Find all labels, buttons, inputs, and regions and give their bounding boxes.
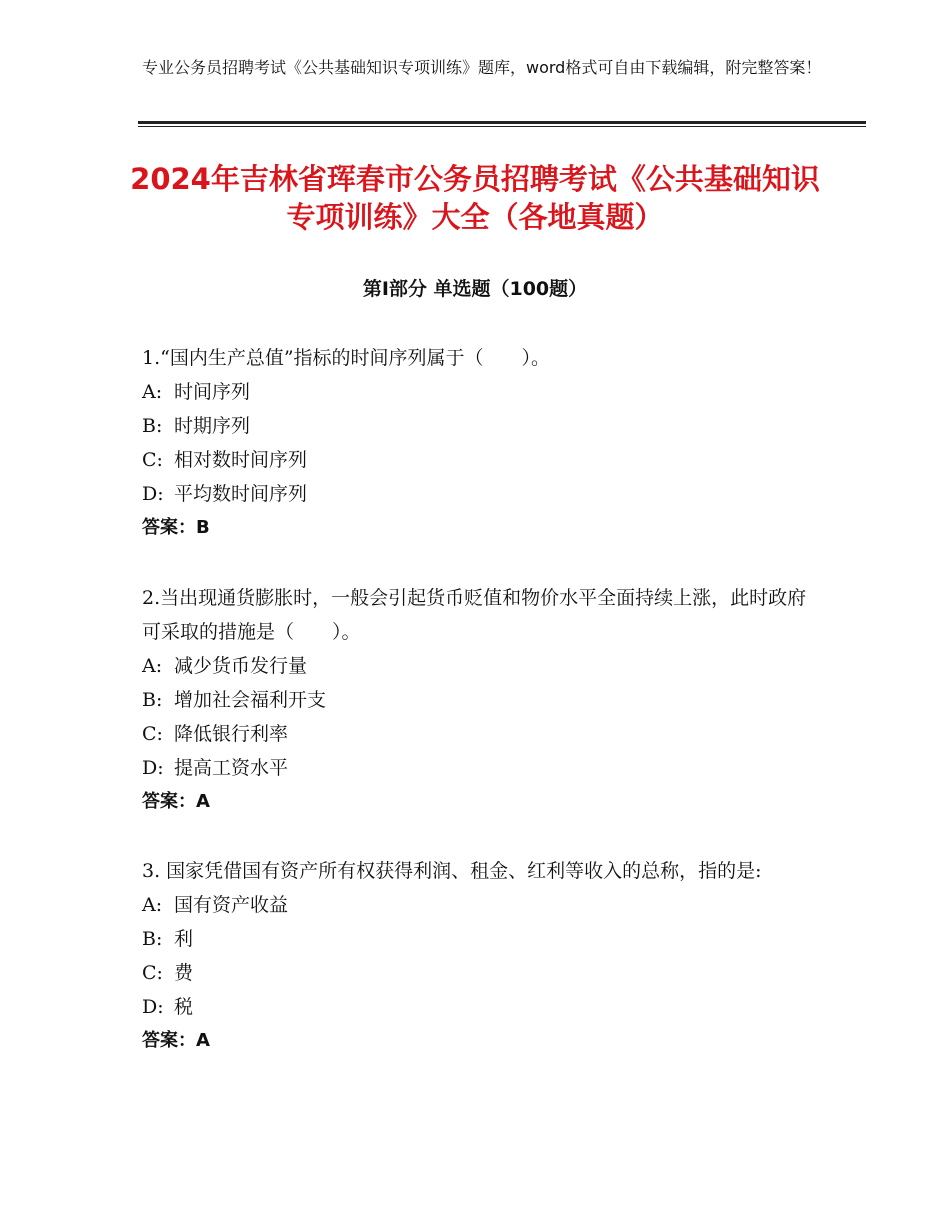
option-text: 税	[174, 996, 194, 1018]
option-text: 国有资产收益	[174, 894, 289, 916]
option-letter: B:	[142, 415, 163, 437]
option-letter: A:	[142, 655, 163, 677]
option-d	[142, 751, 822, 785]
option-letter: C:	[142, 962, 163, 984]
header-divider-thick	[138, 121, 866, 124]
option-a	[142, 375, 822, 409]
option-letter: D:	[142, 757, 164, 779]
question-stem: 3. 国家凭借国有资产所有权获得利润、租金、红利等收入的总称，指的是:	[142, 860, 762, 882]
option-text: 增加社会福利开支	[174, 689, 327, 711]
option-text: 相对数时间序列	[174, 449, 308, 471]
option-letter: B:	[142, 689, 163, 711]
option-a	[142, 649, 822, 683]
option-d	[142, 477, 822, 511]
section-heading: 第Ⅰ部分 单选题（100题）	[362, 278, 588, 300]
question-2	[142, 581, 822, 819]
option-text: 减少货币发行量	[174, 655, 308, 677]
question-stem: 1.“国内生产总值”指标的时间序列属于（ ）。	[142, 347, 551, 369]
option-text: 平均数时间序列	[174, 483, 308, 505]
option-letter: B:	[142, 928, 163, 950]
option-text: 降低银行利率	[174, 723, 289, 745]
header-divider-thin	[138, 126, 866, 127]
option-letter: C:	[142, 449, 163, 471]
header-note: 专业公务员招聘考试《公共基础知识专项训练》题库，word格式可自由下载编辑，附完整答案！	[142, 58, 822, 77]
question-stem: 2.当出现通货膨胀时，一般会引起货币贬值和物价水平全面持续上涨，此时政府可采取的措施是（ ）。	[142, 587, 807, 643]
option-letter: A:	[142, 381, 163, 403]
option-b	[142, 683, 822, 717]
option-text: 利	[174, 928, 194, 950]
option-letter: D:	[142, 996, 164, 1018]
option-c	[142, 443, 822, 477]
option-b	[142, 409, 822, 443]
option-letter: A:	[142, 894, 163, 916]
option-letter: C:	[142, 723, 163, 745]
question-1	[142, 341, 822, 545]
option-text: 提高工资水平	[174, 757, 289, 779]
option-text: 时期序列	[174, 415, 251, 437]
document-title: 2024年吉林省珲春市公务员招聘考试《公共基础知识专项训练》大全（各地真题）	[130, 162, 820, 234]
answer-line: 答案：B	[142, 517, 210, 538]
question-3	[142, 854, 822, 1058]
answer-line: 答案：A	[142, 791, 210, 812]
option-c	[142, 956, 822, 990]
option-letter: D:	[142, 483, 164, 505]
option-c	[142, 717, 822, 751]
option-text: 时间序列	[174, 381, 251, 403]
option-d	[142, 990, 822, 1024]
option-text: 费	[174, 962, 194, 984]
option-b	[142, 922, 822, 956]
option-a	[142, 888, 822, 922]
answer-line: 答案：A	[142, 1030, 210, 1051]
